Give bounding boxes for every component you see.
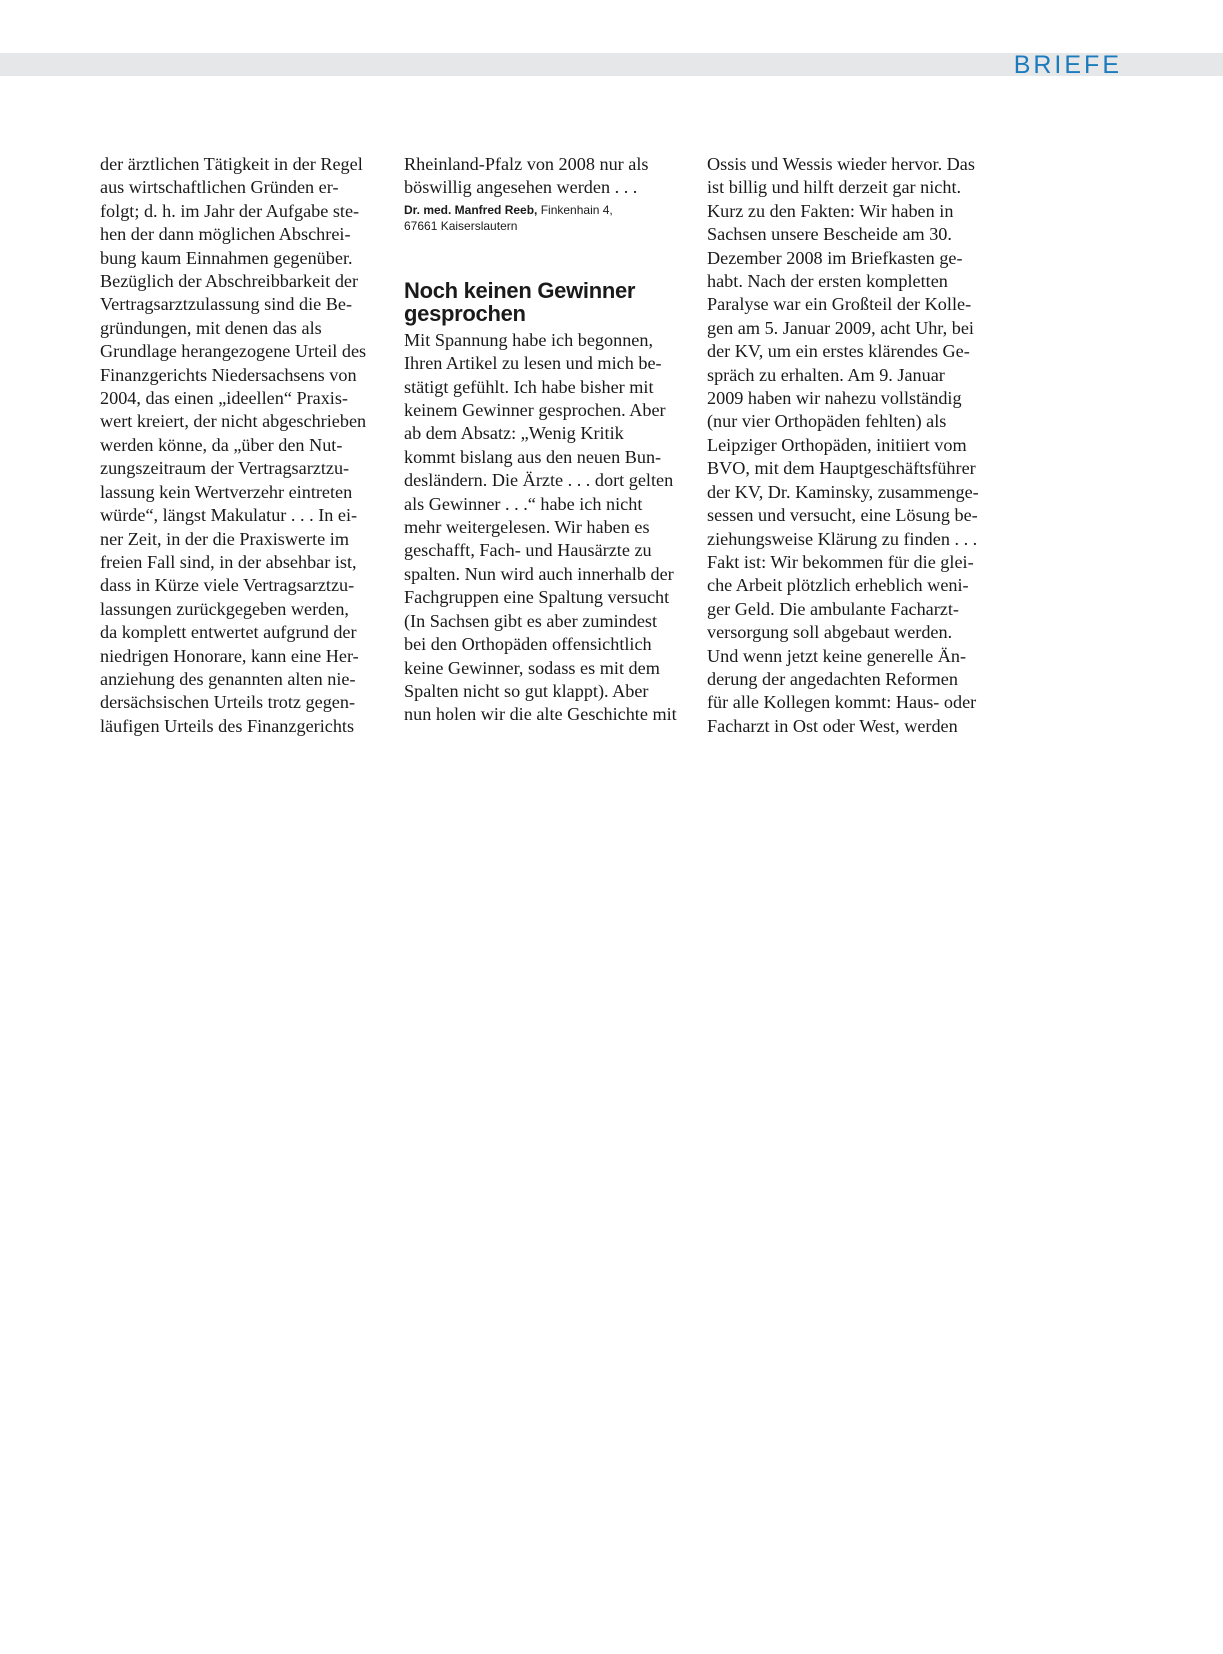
text-line: 2004, das einen „ideellen“ Praxis- xyxy=(100,388,348,409)
text-line: anziehung des genannten alten nie- xyxy=(100,668,356,689)
text-line: der KV, um ein erstes klärendes Ge- xyxy=(707,341,970,362)
text-line: freien Fall sind, in der absehbar ist, xyxy=(100,551,357,572)
text-line: habt. Nach der ersten kompletten xyxy=(707,271,948,292)
text-line: Ossis und Wessis wieder hervor. Das xyxy=(707,154,975,174)
text-line: geschafft, Fach- und Hausärzte zu xyxy=(404,540,652,561)
text-line: Bezüglich der Abschreibbarkeit der xyxy=(100,271,359,292)
text-line: spräch zu erhalten. Am 9. Januar xyxy=(707,364,945,385)
text-line: 2009 haben wir nahezu vollständig xyxy=(707,388,962,409)
letter-signature xyxy=(404,202,702,234)
text-line: niedrigen Honorare, kann eine Her- xyxy=(100,645,359,666)
text-line: da komplett entwertet aufgrund der xyxy=(100,622,357,643)
text-line: versorgung soll abgebaut werden. xyxy=(707,622,953,643)
text-line: dersächsischen Urteils trotz gegen- xyxy=(100,692,356,713)
text-line: folgt; d. h. im Jahr der Aufgabe ste- xyxy=(100,200,360,221)
letter-title-line: Noch keinen Gewinner xyxy=(404,277,636,303)
text-line: böswillig angesehen werden . . . xyxy=(404,177,638,198)
text-line: Sachsen unsere Bescheide am 30. xyxy=(707,224,952,245)
text-line: derung der angedachten Reformen xyxy=(707,668,958,689)
text-line: aus wirtschaftlichen Gründen er- xyxy=(100,177,339,198)
signature-city: 67661 Kaiserslautern xyxy=(404,218,518,233)
text-line: Kurz zu den Fakten: Wir haben in xyxy=(707,200,954,221)
signature-name: Dr. med. Manfred Reeb, xyxy=(404,202,538,217)
text-line: Fachgruppen eine Spaltung versucht xyxy=(404,587,670,608)
text-line: läufigen Urteils des Finanzgerichts xyxy=(100,715,355,736)
signature-address: Finkenhain 4, xyxy=(537,202,613,217)
text-line: lassungen zurückgegeben werden, xyxy=(100,598,349,619)
text-line: zungszeitraum der Vertragsarztzu- xyxy=(100,458,350,479)
text-line: Paralyse war ein Großteil der Kolle- xyxy=(707,294,972,315)
text-line: spalten. Nun wird auch innerhalb der xyxy=(404,563,674,584)
text-line: gen am 5. Januar 2009, acht Uhr, bei xyxy=(707,317,974,338)
text-line: dass in Kürze viele Vertragsarztzu- xyxy=(100,575,355,596)
text-line: ab dem Absatz: „Wenig Kritik xyxy=(404,423,624,444)
text-line: keine Gewinner, sodass es mit dem xyxy=(404,657,660,678)
text-line: kommt bislang aus den neuen Bun- xyxy=(404,446,662,467)
text-line: wert kreiert, der nicht abgeschrieben xyxy=(100,411,367,432)
text-line: Vertragsarztzulassung sind die Be- xyxy=(100,294,353,315)
text-line: Mit Spannung habe ich begonnen, xyxy=(404,329,654,350)
text-line: gründungen, mit denen das als xyxy=(100,317,322,338)
text-line: Leipziger Orthopäden, initiiert vom xyxy=(707,434,967,455)
text-line: Finanzgerichts Niedersachsens von xyxy=(100,364,357,385)
text-line: der ärztlichen Tätigkeit in der Regel xyxy=(100,154,363,174)
text-line: bei den Orthopäden offensichtlich xyxy=(404,634,652,655)
text-line: ist billig und hilft derzeit gar nicht. xyxy=(707,177,962,198)
text-line: lassung kein Wertverzehr eintreten xyxy=(100,481,353,502)
text-line: mehr weitergelesen. Wir haben es xyxy=(404,517,650,538)
text-line: BVO, mit dem Hauptgeschäftsführer xyxy=(707,458,976,479)
text-line: werden könne, da „über den Nut- xyxy=(100,434,343,455)
text-line: stätigt gefühlt. Ich habe bisher mit xyxy=(404,376,654,397)
text-column-1 xyxy=(100,153,398,738)
text-line: würde“, längst Makulatur . . . In ei- xyxy=(100,505,358,526)
text-line: (nur vier Orthopäden fehlten) als xyxy=(707,411,947,432)
text-column-3 xyxy=(707,153,1005,738)
text-line: Und wenn jetzt keine generelle Än- xyxy=(707,645,967,666)
letter-title-line: gesprochen xyxy=(404,300,526,326)
text-line: Grundlage herangezogene Urteil des xyxy=(100,341,367,362)
text-line: ger Geld. Die ambulante Facharzt- xyxy=(707,598,959,619)
text-line: Facharzt in Ost oder West, werden xyxy=(707,715,958,736)
text-line: nun holen wir die alte Geschichte mit xyxy=(404,704,677,725)
text-line: Rheinland-Pfalz von 2008 nur als xyxy=(404,154,649,174)
text-line: als Gewinner . . .“ habe ich nicht xyxy=(404,493,643,514)
section-label: BRIEFE xyxy=(1013,51,1122,79)
text-line: ner Zeit, in der die Praxiswerte im xyxy=(100,528,349,549)
text-line: der KV, Dr. Kaminsky, zusammenge- xyxy=(707,481,979,502)
text-line: che Arbeit plötzlich erheblich weni- xyxy=(707,575,969,596)
text-line: Ihren Artikel zu lesen und mich be- xyxy=(404,353,662,374)
text-line: sessen und versucht, eine Lösung be- xyxy=(707,505,978,526)
text-column-2 xyxy=(404,153,702,727)
text-line: Spalten nicht so gut klappt). Aber xyxy=(404,680,649,701)
text-line: (In Sachsen gibt es aber zumindest xyxy=(404,610,658,631)
letter-title xyxy=(404,279,702,325)
text-line: für alle Kollegen kommt: Haus- oder xyxy=(707,692,977,713)
text-line: Dezember 2008 im Briefkasten ge- xyxy=(707,247,963,268)
text-line: keinem Gewinner gesprochen. Aber xyxy=(404,400,666,421)
text-line: ziehungsweise Klärung zu finden . . . xyxy=(707,528,978,549)
text-line: desländern. Die Ärzte . . . dort gelten xyxy=(404,470,674,491)
text-line: hen der dann möglichen Abschrei- xyxy=(100,224,351,245)
text-line: Fakt ist: Wir bekommen für die glei- xyxy=(707,551,974,572)
text-line: bung kaum Einnahmen gegenüber. xyxy=(100,247,353,268)
